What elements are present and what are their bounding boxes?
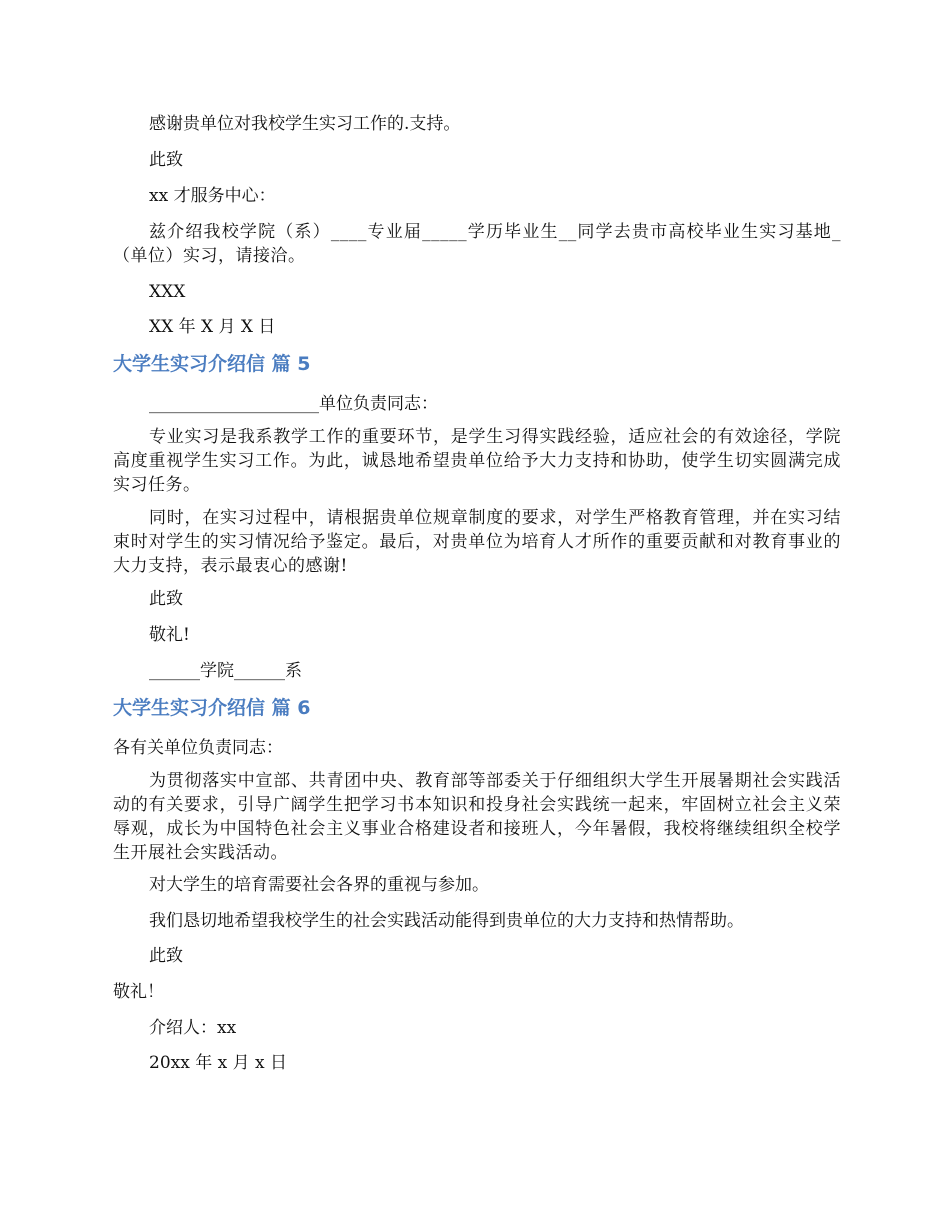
section-6-heading: 大学生实习介绍信 篇 6 — [113, 697, 311, 719]
section-6-paragraph-3: 我们恳切地希望我校学生的社会实践活动能得到贵单位的大力支持和热情帮助。 — [149, 911, 744, 931]
section-5-heading: 大学生实习介绍信 篇 5 — [113, 353, 311, 375]
section-5-signature: ______学院______系 — [149, 661, 302, 681]
section-5-paragraph-1: 专业实习是我系教学工作的重要环节，是学生习得实践经验，适应社会的有效途径，学院高度重视学生实习工作。为此，诚恳地希望贵单位给予大力支持和协助，使学生切实圆满完成实习任务。 — [113, 427, 841, 495]
section-5-regards: 敬礼! — [149, 625, 190, 645]
section-6-regards: 敬礼！ — [113, 982, 164, 1002]
section-6-date: 20xx 年 x 月 x 日 — [149, 1053, 288, 1073]
section-6-paragraph-2: 对大学生的培育需要社会各界的重视与参加。 — [149, 875, 489, 895]
section-6-paragraph-1: 为贯彻落实中宣部、共青团中央、教育部等部委关于仔细组织大学生开展暑期社会实践活动的有关要求，引导广阔学生把学习书本知识和投身社会实践统一起来，牢固树立社会主义荣辱观，成长为中国特色社会主义事业合格建设者和接班人，今年暑假，我校将继续组织全校学生开展社会实践活动。 — [113, 771, 841, 863]
recipient-line: xx 才服务中心： — [149, 186, 276, 206]
signer-line: XXX — [149, 282, 186, 302]
intro-paragraph: 兹介绍我校学院（系）____专业届_____学历毕业生__同学去贵市高校毕业生实习基地_（单位）实习，请接洽。 — [113, 222, 841, 266]
thanks-line: 感谢贵单位对我校学生实习工作的.支持。 — [149, 114, 461, 134]
section-6-salute: 此致 — [149, 946, 183, 966]
section-5-paragraph-2: 同时，在实习过程中，请根据贵单位规章制度的要求，对学生严格教育管理，并在实习结束时对学生的实习情况给予鉴定。最后，对贵单位为培育人才所作的重要贡献和对教育事业的大力支持，表示最衷心的感谢! — [113, 508, 841, 576]
section-6-introducer: 介绍人：xx — [149, 1018, 237, 1038]
salute-line: 此致 — [149, 150, 183, 170]
section-6-recipient: 各有关单位负责同志： — [113, 738, 283, 758]
section-5-salute: 此致 — [149, 589, 183, 609]
date-line: XX 年 X 月 X 日 — [149, 317, 276, 337]
section-5-recipient: ____________________单位负责同志： — [149, 394, 438, 414]
